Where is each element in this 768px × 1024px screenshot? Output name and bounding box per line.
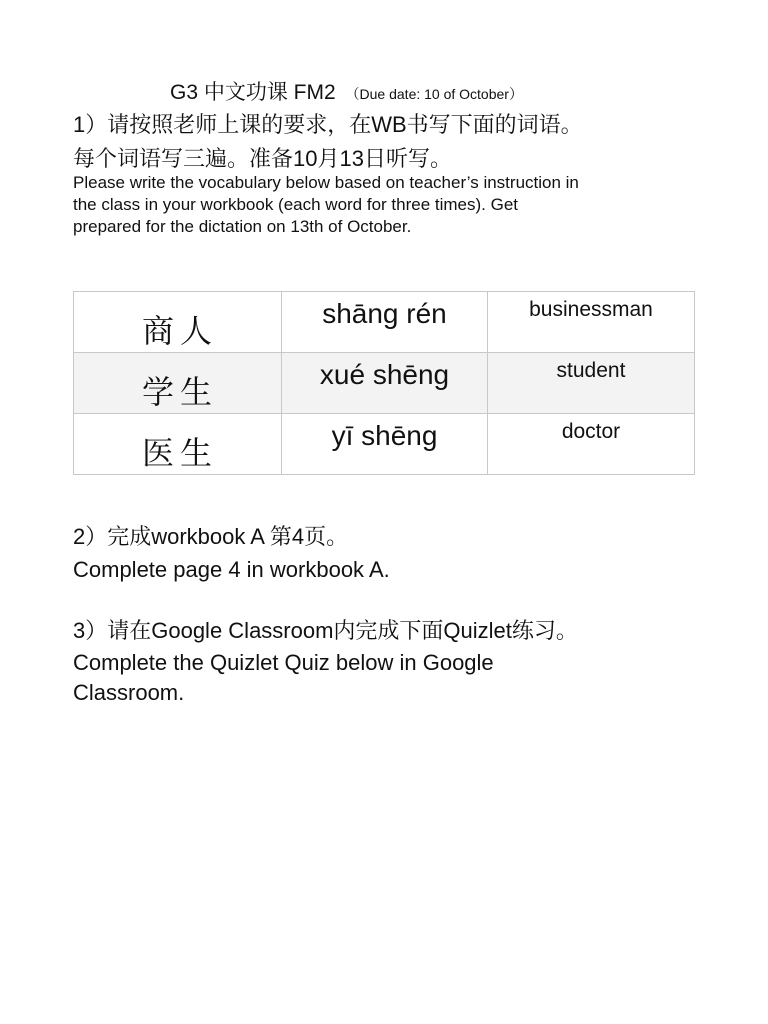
vocab-english-cell [488,353,695,414]
vocab-table [73,291,695,475]
vocab-english-cell [488,414,695,475]
vocab-english-cell [488,292,695,353]
task3-en-line2: Classroom. [73,680,185,705]
task1-en-line3: prepared for the dictation on 13th of October. [73,217,412,236]
vocab-row [74,353,695,414]
task1-cn-line2: 每个词语写三遍。准备10月13日听写。 [73,146,452,171]
vocab-characters-cell [74,292,282,353]
vocab-characters: 医生 [142,434,219,472]
vocab-row [74,414,695,475]
vocab-pinyin: xué shēng [319,359,450,390]
vocab-row [74,292,695,353]
title-text: G3 中文功课 FM2 [170,81,336,104]
vocab-characters-cell [74,414,282,475]
vocab-pinyin-cell [282,292,488,353]
vocab-english: businessman [529,298,653,321]
vocab-characters: 商人 [142,312,219,350]
task2-en: Complete page 4 in workbook A. [73,557,390,582]
task1-en-line1: Please write the vocabulary below based on teacher’s instruction in [73,173,579,192]
task2-cn: 2）完成workbook A 第4页。 [73,524,349,549]
task1-en-line2: the class in your workbook (each word for three times). Get [73,195,519,214]
vocab-english: doctor [561,420,621,443]
vocab-english: student [556,359,626,382]
task1-cn-line1: 1）请按照老师上课的要求，在WB书写下面的词语。 [73,112,583,137]
vocab-characters: 学生 [142,373,219,411]
vocab-pinyin: shāng rén [322,298,447,329]
vocab-pinyin-cell [282,414,488,475]
task3-en-line1: Complete the Quizlet Quiz below in Google [73,650,494,675]
vocab-pinyin: yī shēng [331,420,438,451]
task3-cn: 3）请在Google Classroom内完成下面Quizlet练习。 [73,618,578,643]
vocab-pinyin-cell [282,353,488,414]
page-title [170,76,523,106]
vocab-characters-cell [74,353,282,414]
due-date: （Due date: 10 of October） [345,86,523,102]
